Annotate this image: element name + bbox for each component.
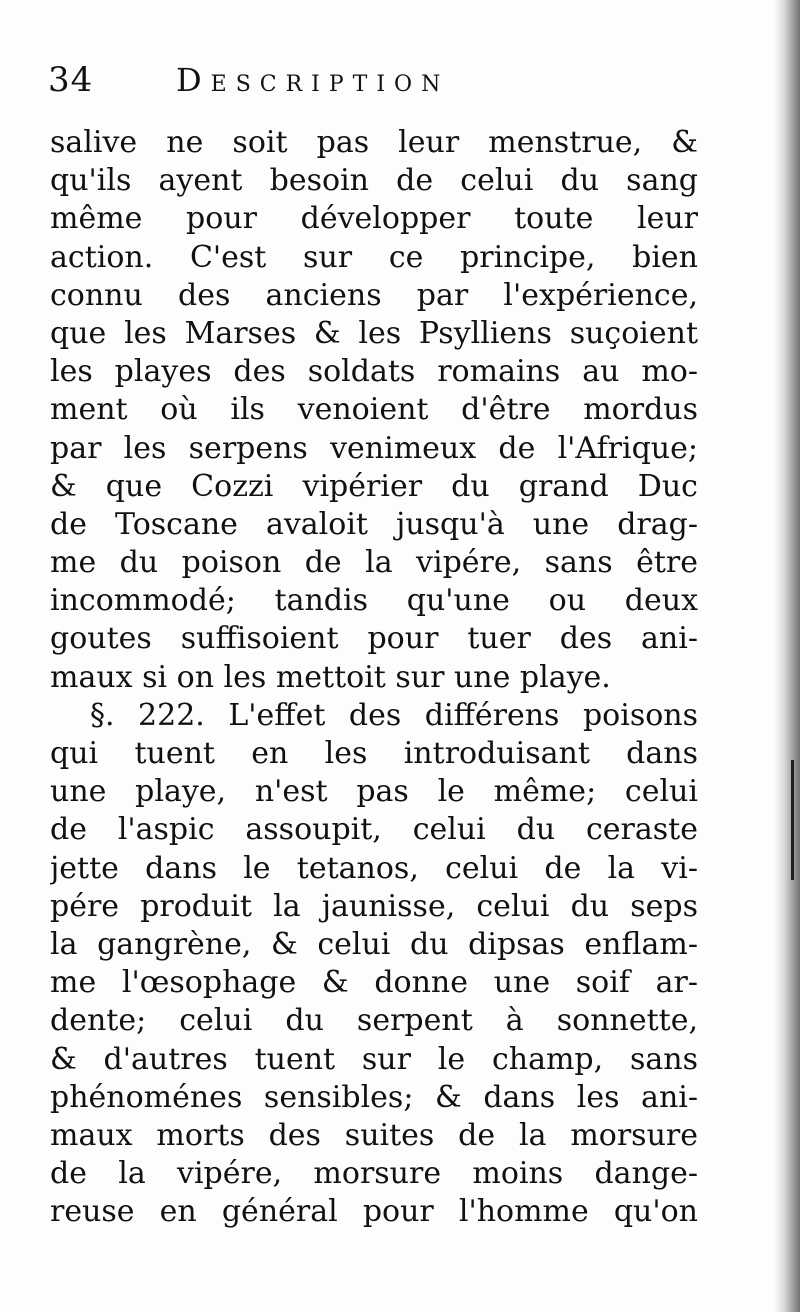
page-edge-shadow: [774, 0, 800, 1312]
text-line: me du poison de la vipére, sans être: [50, 545, 698, 581]
text-line: maux morts des suites de la morsure: [50, 1117, 698, 1153]
text-line: qui tuent en les introduisant dans: [50, 736, 698, 771]
text-line: qu'ils ayent besoin de celui du sang: [50, 163, 698, 199]
text-line: maux si on les mettoit sur une playe.: [50, 659, 611, 695]
text-line: goutes suffisoient pour tuer des ani-: [50, 621, 698, 657]
text-line: de Toscane avaloit jusqu'à une drag-: [50, 506, 698, 542]
text-line: de l'aspic assoupit, celui du ceraste: [50, 812, 698, 848]
running-head: Description: [176, 61, 450, 99]
text-line: & d'autres tuent sur le champ, sans: [50, 1041, 698, 1077]
text-line: par les serpens venimeux de l'Afrique;: [50, 430, 698, 466]
page-header: [48, 58, 708, 108]
text-line: les playes des soldats romains au mo-: [50, 354, 698, 390]
text-line: & que Cozzi vipérier du grand Duc: [50, 468, 698, 504]
page-edge-mark: [791, 760, 794, 880]
text-line: jette dans le tetanos, celui de la vi-: [50, 850, 698, 886]
text-line: une playe, n'est pas le même; celui: [50, 774, 698, 810]
text-line: de la vipére, morsure moins dange-: [50, 1156, 698, 1192]
text-line: que les Marses & les Psylliens suçoient: [50, 315, 698, 351]
text-line: même pour développer toute leur: [50, 201, 698, 237]
body-text: [50, 124, 698, 1231]
text-line: incommodé; tandis qu'une ou deux: [50, 583, 698, 619]
text-line: connu des anciens par l'expérience,: [50, 277, 698, 313]
text-line: salive ne soit pas leur menstrue, &: [50, 125, 698, 160]
text-line: dente; celui du serpent à sonnette,: [50, 1003, 698, 1039]
text-line: action. C'est sur ce principe, bien: [50, 239, 698, 275]
text-line: la gangrène, & celui du dipsas enflam-: [50, 926, 698, 962]
section-start-line: §. 222. L'effet des différens poisons: [90, 697, 698, 733]
page-number: 34: [48, 60, 94, 100]
text-line: ment où ils venoient d'être mordus: [50, 392, 698, 428]
text-line: reuse en général pour l'homme qu'on: [50, 1194, 698, 1230]
text-line: phénoménes sensibles; & dans les ani-: [50, 1079, 698, 1115]
text-line: pére produit la jaunisse, celui du seps: [50, 888, 698, 924]
text-line: me l'œsophage & donne une soif ar-: [50, 965, 698, 1001]
